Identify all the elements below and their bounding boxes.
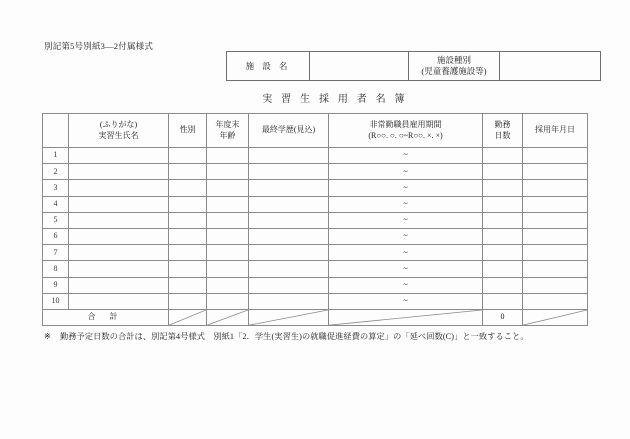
cell-sex[interactable] [169, 245, 207, 261]
cell-age[interactable] [207, 180, 249, 196]
table-row [43, 293, 588, 309]
column-header-name-main: 実習生氏名 [98, 130, 139, 140]
cell-sex[interactable] [169, 212, 207, 228]
column-header-period [329, 114, 483, 148]
cell-name[interactable] [69, 148, 169, 164]
column-header-period-sub: (R○○. ○. ○~R○○. ×. ×) [368, 130, 443, 140]
cell-hired-date[interactable] [523, 245, 588, 261]
cell-sex[interactable] [169, 148, 207, 164]
cell-no: 1 [43, 148, 69, 164]
roster-table-container [42, 113, 588, 326]
cell-education[interactable] [249, 212, 329, 228]
cell-no: 10 [43, 293, 69, 309]
cell-name[interactable] [69, 164, 169, 180]
cell-name[interactable] [69, 180, 169, 196]
cell-education[interactable] [249, 196, 329, 212]
facility-type-label [409, 52, 500, 81]
cell-name[interactable] [69, 261, 169, 277]
cell-period[interactable]: ~ [329, 212, 483, 228]
cell-hired-date[interactable] [523, 277, 588, 293]
cell-name[interactable] [69, 212, 169, 228]
column-header-sex: 性別 [169, 114, 207, 148]
table-row [43, 180, 588, 196]
cell-name[interactable] [69, 277, 169, 293]
cell-age[interactable] [207, 261, 249, 277]
cell-sex[interactable] [169, 180, 207, 196]
facility-header-table [226, 51, 601, 81]
cell-period[interactable]: ~ [329, 293, 483, 309]
roster-body [43, 148, 588, 326]
cell-hired-date[interactable] [523, 293, 588, 309]
cell-age[interactable] [207, 277, 249, 293]
total-days-value: 0 [483, 309, 523, 325]
total-label: 合 計 [43, 309, 169, 325]
roster-table [42, 113, 588, 326]
cell-no: 8 [43, 261, 69, 277]
table-row [43, 245, 588, 261]
cell-education[interactable] [249, 293, 329, 309]
facility-type-value[interactable] [500, 52, 601, 81]
cell-days[interactable] [483, 277, 523, 293]
cell-days[interactable] [483, 164, 523, 180]
cell-no: 6 [43, 228, 69, 244]
cell-period[interactable]: ~ [329, 261, 483, 277]
facility-type-label-main: 施設種別 [436, 55, 471, 66]
footnote-text: 勤務予定日数の合計は、別記第4号様式 別紙1「2．学生(実習生)の就職促進経費の算定」の「延べ回数(C)」と一致すること。 [59, 332, 529, 341]
table-row [43, 212, 588, 228]
cell-sex[interactable] [169, 293, 207, 309]
cell-period[interactable]: ~ [329, 245, 483, 261]
column-header-name-furigana: (ふりがな) [99, 120, 138, 130]
facility-type-label-sub: (児童養護施設等) [421, 66, 487, 76]
column-header-age-main: 年齢 [219, 130, 236, 140]
cell-education[interactable] [249, 164, 329, 180]
column-header-name [69, 114, 169, 148]
column-header-period-main: 非常勤職員雇用期間 [369, 120, 442, 130]
cell-period[interactable]: ~ [329, 277, 483, 293]
cell-hired-date[interactable] [523, 180, 588, 196]
cell-period[interactable]: ~ [329, 196, 483, 212]
roster-header-row [43, 114, 588, 148]
column-header-days [483, 114, 523, 148]
column-header-days-sub: 勤務 [494, 120, 511, 130]
column-header-days-main: 日数 [494, 130, 511, 140]
cell-no: 9 [43, 277, 69, 293]
cell-sex[interactable] [169, 261, 207, 277]
cell-education[interactable] [249, 148, 329, 164]
column-header-age [207, 114, 249, 148]
cell-hired-date[interactable] [523, 212, 588, 228]
cell-days[interactable] [483, 261, 523, 277]
cell-period[interactable]: ~ [329, 180, 483, 196]
facility-name-value[interactable] [310, 52, 409, 81]
column-header-age-sub: 年度末 [215, 120, 240, 130]
page-title: 実 習 生 採 用 者 名 簿 [262, 94, 408, 105]
total-slash-age [207, 309, 249, 325]
cell-hired-date[interactable] [523, 164, 588, 180]
cell-age[interactable] [207, 228, 249, 244]
cell-name[interactable] [69, 228, 169, 244]
cell-period[interactable]: ~ [329, 228, 483, 244]
cell-sex[interactable] [169, 196, 207, 212]
cell-age[interactable] [207, 293, 249, 309]
cell-sex[interactable] [169, 277, 207, 293]
cell-name[interactable] [69, 196, 169, 212]
table-row [43, 148, 588, 164]
table-row [43, 164, 588, 180]
cell-period[interactable]: ~ [329, 164, 483, 180]
footnote-mark: ※ [44, 332, 51, 341]
cell-hired-date[interactable] [523, 148, 588, 164]
total-slash-period [329, 309, 483, 325]
cell-sex[interactable] [169, 228, 207, 244]
column-header-education: 最終学歴(見込) [249, 114, 329, 148]
cell-age[interactable] [207, 164, 249, 180]
cell-education[interactable] [249, 245, 329, 261]
cell-sex[interactable] [169, 164, 207, 180]
table-row [43, 277, 588, 293]
cell-name[interactable] [69, 293, 169, 309]
table-row [43, 228, 588, 244]
column-header-hired-date: 採用年月日 [523, 114, 588, 148]
cell-education[interactable] [249, 277, 329, 293]
table-row [43, 196, 588, 212]
cell-education[interactable] [249, 261, 329, 277]
cell-period[interactable]: ~ [329, 148, 483, 164]
cell-days[interactable] [483, 196, 523, 212]
cell-age[interactable] [207, 196, 249, 212]
form-id-label: 別記第5号別紙3—2付属様式 [44, 41, 154, 51]
cell-days[interactable] [483, 228, 523, 244]
cell-education[interactable] [249, 228, 329, 244]
column-header-no [43, 114, 69, 148]
cell-no: 4 [43, 196, 69, 212]
cell-education[interactable] [249, 180, 329, 196]
cell-age[interactable] [207, 148, 249, 164]
cell-days[interactable] [483, 293, 523, 309]
cell-no: 5 [43, 212, 69, 228]
cell-days[interactable] [483, 212, 523, 228]
cell-no: 2 [43, 164, 69, 180]
facility-name-label: 施 設 名 [227, 52, 310, 81]
cell-name[interactable] [69, 245, 169, 261]
total-slash-education [249, 309, 329, 325]
total-slash-hired-date [523, 309, 588, 325]
cell-hired-date[interactable] [523, 261, 588, 277]
facility-header-row [227, 52, 601, 81]
cell-days[interactable] [483, 148, 523, 164]
cell-days[interactable] [483, 180, 523, 196]
cell-age[interactable] [207, 212, 249, 228]
table-row [43, 261, 588, 277]
total-row [43, 309, 588, 325]
cell-hired-date[interactable] [523, 196, 588, 212]
cell-age[interactable] [207, 245, 249, 261]
cell-no: 7 [43, 245, 69, 261]
cell-no: 3 [43, 180, 69, 196]
cell-hired-date[interactable] [523, 228, 588, 244]
total-slash-sex [169, 309, 207, 325]
cell-days[interactable] [483, 245, 523, 261]
footnote [44, 331, 529, 342]
